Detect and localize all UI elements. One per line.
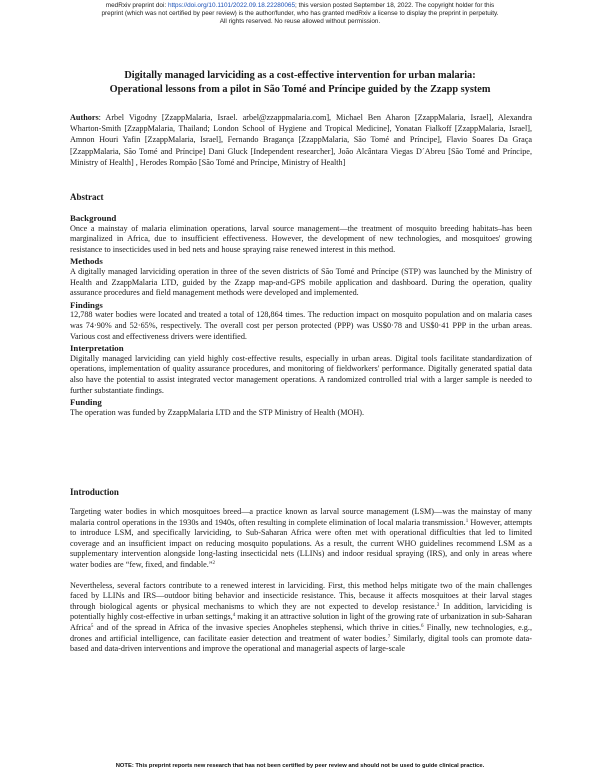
introduction-heading: Introduction — [70, 487, 119, 497]
background-text: Once a mainstay of malaria elimination operations, larval source management—the treatment of mosquito breeding habitats–has been marginalized in Africa, due to insufficient effectiveness. However, the development of new technologies, and mosquitoes' growing resistance to insecticides used in bed nets and house spraying raise renewed interest in this method. — [70, 223, 532, 254]
citation-ref: 6 — [421, 623, 424, 629]
preprint-banner — [40, 2, 560, 27]
citation-ref: 5 — [90, 623, 94, 629]
findings-heading: Findings — [70, 299, 103, 310]
intro-paragraph-1: Targeting water bodies in which mosquitoes breed—a practice known as larval source management (LSM)—was the mainstay of many malaria control operations in the 1930s and 1940s, often resulting in complete elimination of local malaria transmission.$^1$ However, attempts to introduce LSM, and specifically larviciding, to Sub-Saharan Africa were often met with operational difficulties that led to limited coverage and an insufficient impact on reducing mosquito populations. As a result, the current WHO guidelines recommend LSM as a supplementary intervention alongside long-lasting insecticidal nets (LLINs) and indoor residual spraying (IRS), and only in areas where water bodies are “few, fixed, and findable.”$^2$ — [70, 507, 532, 569]
authors-label: Authors — [70, 113, 99, 122]
funding-heading: Funding — [70, 397, 102, 408]
author-list — [70, 112, 532, 168]
background-heading: Background — [70, 213, 117, 223]
banner-line-3: All rights reserved. No reuse allowed without permission. — [219, 18, 381, 26]
preprint-footer-note: NOTE: This preprint reports new research that has not been certified by peer review and should not be used to guide clinical practice. — [115, 763, 485, 769]
interpretation-heading: Interpretation — [70, 343, 124, 354]
interpretation-text: Digitally managed larviciding can yield highly cost-effective results, especially in urban areas. Digital tools facilitate standardization of operations, implementation of quality assurance procedures, and monitoring of fieldworkers' performance. Digitally generated spatial data also have the potential to assist integrated vector management operations. A randomized controlled trial with a larger sample is needed to further substantiate findings. — [70, 353, 532, 395]
citation-ref: 4 — [232, 613, 236, 619]
findings-text: 12,788 water bodies were located and treated a total of 128,864 times. The reduction impact on mosquito population and on malaria cases was 74·90% and 52·65%, respectively. The overall cost per person protected (PPP) was US$0·78 and US$0·41 PPP in the urban areas. Various cost and effectiveness drivers were identified. — [70, 310, 532, 341]
funding-text: The operation was funded by ZzappMalaria LTD and the STP Ministry of Health (MOH). — [70, 407, 365, 417]
abstract-section — [70, 213, 532, 419]
banner-line-1: medRxiv preprint doi: https://doi.org/10.1101/2022.09.18.22280065; this version posted September 18, 2022. The copyright holder for this — [105, 2, 495, 9]
introduction-section — [70, 507, 532, 665]
methods-heading: Methods — [70, 256, 103, 267]
citation-ref: 7 — [387, 634, 391, 640]
authors-text: : Arbel Vigodny [ZzappMalaria, Israel. arbel@zzappmalaria.com], Michael Ben Aharon [ZzappMalaria, Israel], Alexandra Wharton-Smith [ZzappMalaria, Thailand; London School of Hygiene and Tropical Medicine], Yonatan Fialkoff [ZzappMalaria, Israel], Amnon Houri Yafin [ZzappMalaria, Israel], Fernando Bragança [ZzappMalaria, São Tomé and Príncipe], Flavio Soares Da Graça [ZzappMalaria, São Tomé and Príncipe] Dani Gluck [Independent researcher], João Alcântara Viegas D´Abreu [São Tomé and Príncipe, Ministry of Health] , Herodes Rompão [São Tomé and Príncipe, Ministry of Health] — [70, 113, 532, 167]
methods-text: A digitally managed larviciding operation in three of the seven districts of São Tomé and Príncipe (STP) was launched by the Ministry of Health and ZzappMalaria LTD, guided by the Zzapp map-and-GPS mobile application and dashboard. During the operation, quality assurance procedures and field management methods were developed and implemented. — [70, 266, 532, 298]
citation-ref: 2 — [212, 560, 215, 566]
doi-link[interactable]: https://doi.org/10.1101/2022.09.18.22280065 — [167, 2, 296, 9]
banner-line-2: preprint (which was not certified by peer review) is the author/funder, who has granted medRxiv a license to display the preprint in perpetuity. — [101, 10, 499, 18]
abstract-heading: Abstract — [70, 192, 104, 202]
intro-paragraph-2: Nevertheless, several factors contribute to a renewed interest in larviciding. First, this method helps mitigate two of the main challenges faced by LLINs and IRS—outdoor biting behavior and insecticide resistance. This, because it affects mosquitoes at their larval stages through biological agents or physical mechanisms to which they are not expected to develop resistance.$^3$ In addition, larviciding is potentially highly cost-effective in urban settings,$^4$ making it an attractive solution in light of the growing rate of urbanization in sub-Saharan Africa$^5$ and of the spread in Africa of the invasive species Anopheles stephensi, which thrive in cities.$^6$ Finally, new technologies, e.g., drones and artificial intelligence, can facilitate easier detection and treatment of water bodies.$^7$ Similarly, digital tools can promote data-based and data-driven interventions and improve the operational and managerial aspects of large-scale — [70, 580, 533, 654]
citation-ref: 1 — [465, 518, 469, 524]
paper-title: Digitally managed larviciding as a cost-effective intervention for urban malaria: Operational lessons from a pilot in São Tomé and Príncipe guided by the Zzapp system — [109, 70, 491, 95]
citation-ref: 3 — [436, 602, 440, 608]
